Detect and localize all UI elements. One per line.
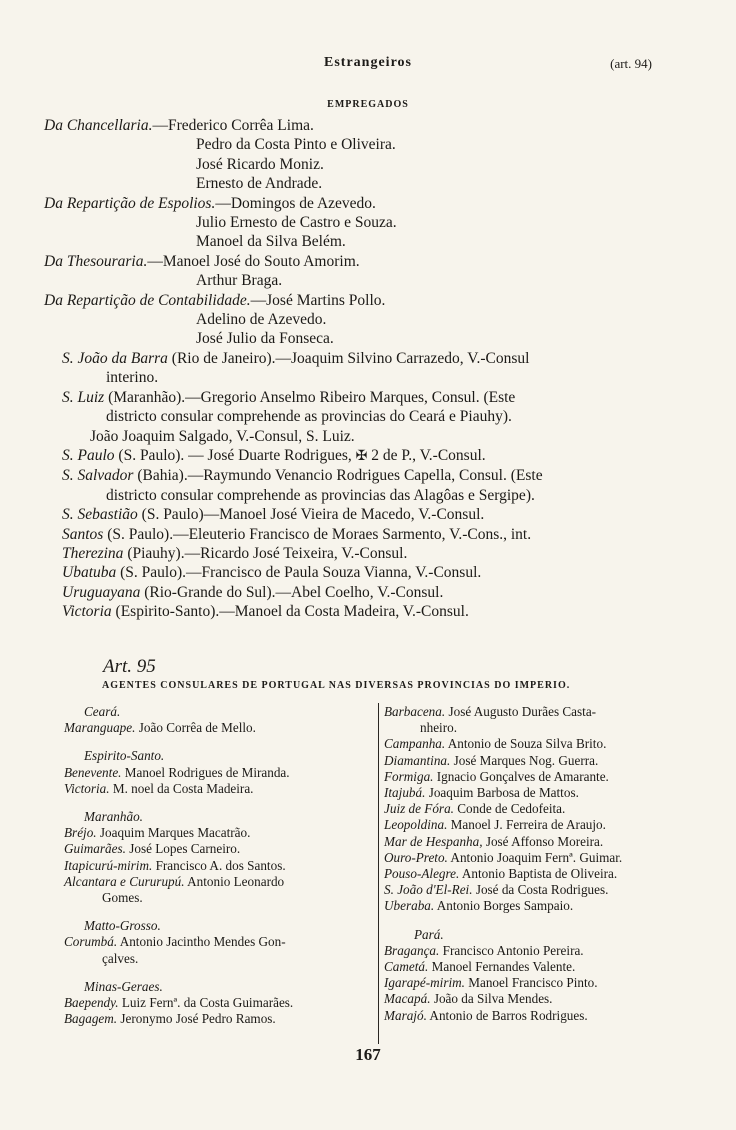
province-heading: Maranhão. [84, 809, 143, 825]
consul-entry-cont: districto consular comprehende as provincias das Alagôas e Sergipe). [106, 486, 535, 504]
employees-list [44, 116, 694, 622]
agent-entry: Victoria. M. noel da Costa Madeira. [64, 780, 254, 796]
agent-entry: Baependy. Luiz Fernª. da Costa Guimarães. [64, 995, 294, 1011]
province-heading: Espirito-Santo. [84, 748, 165, 764]
consul-entry: S. João da Barra (Rio de Janeiro).—Joaquim Silvino Carrazedo, V.-Consul [62, 349, 530, 367]
page-number: 167 [355, 1045, 381, 1064]
employee-line: Manoel da Silva Belém. [196, 233, 346, 251]
province-heading: Minas-Geraes. [84, 978, 163, 994]
agent-entry: Itapicurú-mirim. Francisco A. dos Santos. [64, 857, 286, 873]
consul-entry-cont: João Joaquim Salgado, V.-Consul, S. Luiz. [90, 427, 355, 445]
column-divider [378, 703, 379, 1044]
employee-line: Adelino de Azevedo. [196, 311, 327, 329]
agent-entry-cont: çalves. [102, 950, 139, 966]
agent-entry: Macapá. João da Silva Mendes. [384, 991, 553, 1007]
consul-entry: Santos (S. Paulo).—Eleuterio Francisco de Moraes Sarmento, V.-Cons., int. [62, 525, 532, 543]
agent-entry-cont: Gomes. [102, 890, 143, 906]
spacer [64, 967, 376, 979]
article-label: Art. 95 [103, 656, 156, 677]
agent-entry: Bagagem. Jeronymo José Pedro Ramos. [64, 1011, 276, 1027]
agent-entry: Bréjo. Joaquim Marques Macatrão. [64, 825, 251, 841]
header-title: Estrangeiros [324, 55, 412, 70]
agent-entry: Corumbá. Antonio Jacintho Mendes Gon- [64, 934, 286, 950]
agent-entry: Ouro-Preto. Antonio Joaquim Fernª. Guimar. [384, 849, 623, 865]
employee-line: Da Repartição de Espolios.—Domingos de Azevedo. [44, 194, 376, 212]
consul-entry: Victoria (Espirito-Santo).—Manoel da Costa Madeira, V.-Consul. [62, 603, 469, 621]
agent-entry-cont: nheiro. [420, 720, 457, 736]
cross-icon: ✠ [355, 448, 368, 464]
agent-entry: Benevente. Manoel Rodrigues de Miranda. [64, 764, 290, 780]
agent-entry: Campanha. Antonio de Souza Silva Brito. [384, 736, 607, 752]
employee-line: Da Chancellaria.—Frederico Corrêa Lima. [44, 117, 314, 134]
consul-entry-cont: interino. [106, 369, 159, 387]
spacer [64, 797, 376, 809]
employee-line: Arthur Braga. [196, 272, 283, 290]
consul-entry-cont: districto consular comprehende as provincias do Ceará e Piauhy). [106, 408, 512, 426]
agent-entry: Alcantara e Cururupú. Antonio Leonardo [64, 873, 285, 889]
province-heading: Pará. [414, 926, 444, 942]
agent-entry: Barbacena. José Augusto Durães Casta- [384, 704, 597, 719]
agent-entry: Juiz de Fóra. Conde de Cedofeita. [384, 801, 566, 817]
employee-line: Da Thesouraria.—Manoel José do Souto Amorim. [44, 252, 360, 270]
agent-entry: Diamantina. José Marques Nog. Guerra. [384, 752, 599, 768]
employee-line: Julio Ernesto de Castro e Souza. [196, 214, 397, 232]
agent-entry: Cametá. Manoel Fernandes Valente. [384, 959, 576, 975]
consul-entry: S. Paulo (S. Paulo). — José Duarte Rodrigues, ✠ 2 de P., V.-Consul. [62, 446, 486, 464]
spacer [64, 736, 376, 748]
agents-heading: AGENTES CONSULARES DE PORTUGAL NAS DIVERSAS PROVINCIAS DO IMPERIO. [102, 680, 571, 691]
consul-entry: Uruguayana (Rio-Grande do Sul).—Abel Coelho, V.-Consul. [62, 583, 444, 601]
consul-entry: S. Luiz (Maranhão).—Gregorio Anselmo Ribeiro Marques, Consul. (Este [62, 388, 516, 406]
agent-entry: Bragança. Francisco Antonio Pereira. [384, 942, 584, 958]
agents-right-column [384, 704, 696, 1024]
agent-entry: Leopoldina. Manoel J. Ferreira de Araujo. [384, 817, 606, 833]
employee-line: José Julio da Fonseca. [196, 330, 334, 348]
consul-entry: S. Salvador (Bahia).—Raymundo Venancio Rodrigues Capella, Consul. (Este [62, 467, 543, 485]
agent-entry: Igarapé-mirim. Manoel Francisco Pinto. [384, 975, 598, 991]
agent-entry: Uberaba. Antonio Borges Sampaio. [384, 898, 574, 914]
agents-left-column [64, 704, 376, 1027]
agent-entry: Pouso-Alegre. Antonio Baptista de Oliveira. [384, 866, 618, 882]
spacer [64, 906, 376, 918]
agent-entry: Guimarães. José Lopes Carneiro. [64, 841, 241, 857]
employee-line: Pedro da Costa Pinto e Oliveira. [196, 136, 396, 154]
agent-entry: Maranguape. João Corrêa de Mello. [64, 720, 256, 736]
employee-line: Da Repartição de Contabilidade.—José Martins Pollo. [44, 291, 386, 309]
province-heading: Matto-Grosso. [84, 918, 161, 934]
agent-entry: Formiga. Ignacio Gonçalves de Amarante. [384, 768, 609, 784]
consul-entry: Therezina (Piauhy).—Ricardo José Teixeira, V.-Consul. [62, 544, 408, 562]
employee-line: José Ricardo Moniz. [196, 155, 324, 173]
agent-entry: Mar de Hespanha, José Affonso Moreira. [384, 833, 604, 849]
consul-entry: Ubatuba (S. Paulo).—Francisco de Paula Souza Vianna, V.-Consul. [62, 564, 482, 582]
running-header [0, 55, 736, 77]
employee-line: Ernesto de Andrade. [196, 175, 323, 193]
province-heading: Ceará. [84, 704, 121, 719]
agent-entry: Itajubá. Joaquim Barbosa de Mattos. [384, 785, 579, 801]
agent-entry: Marajó. Antonio de Barros Rodrigues. [384, 1007, 588, 1023]
consul-entry: S. Sebastião (S. Paulo)—Manoel José Vieira de Macedo, V.-Consul. [62, 506, 485, 524]
section-heading: EMPREGADOS [327, 99, 409, 110]
header-article-ref: (art. 94) [610, 56, 652, 71]
spacer [384, 915, 696, 927]
agent-entry: S. João d'El-Rei. José da Costa Rodrigues. [384, 882, 609, 898]
